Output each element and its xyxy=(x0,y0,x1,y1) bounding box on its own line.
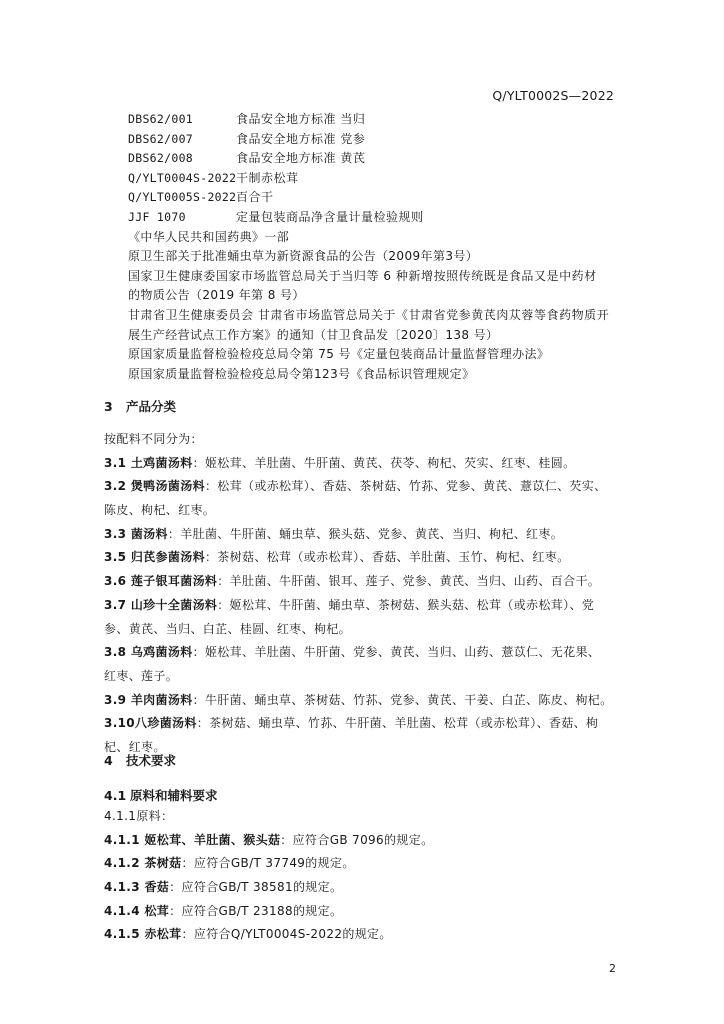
category-ingredients: ：姬松茸、羊肚菌、牛肝菌、黄芪、茯苓、枸杞、芡实、红枣、桂圆。 xyxy=(192,455,576,470)
category-ingredients: ：松茸（或赤松茸）、香菇、茶树菇、竹荪、党参、黄芪、薏苡仁、芡实、 xyxy=(204,479,607,494)
requirement-label: 4.1.1 姬松茸、羊肚菌、猴头菇 xyxy=(104,832,281,847)
subsection-title: 原料和辅料要求 xyxy=(130,788,218,803)
standard-title: 百合干 xyxy=(236,190,274,205)
requirement-text: ：应符合GB/T 37749的规定。 xyxy=(181,856,355,871)
category-item-continuation: 杞、红枣。 xyxy=(104,739,166,754)
requirement-item xyxy=(104,876,620,900)
category-label: 3.7 山珍十全菌汤料 xyxy=(104,597,218,612)
standard-code: DBS62/008 xyxy=(128,151,194,166)
section-3-heading xyxy=(104,397,176,415)
requirement-label: 4.1.2 茶树菇 xyxy=(104,856,182,871)
standard-title: 干制赤松茸 xyxy=(236,170,299,185)
requirement-item xyxy=(104,852,620,876)
category-ingredients: ：茶树菇、松茸（或赤松茸）、香菇、羊肚菌、玉竹、枸杞、红枣。 xyxy=(204,550,570,565)
page-number: 2 xyxy=(609,962,616,975)
reference-line: 《中华人民共和国药典》一部 xyxy=(128,229,290,244)
category-item xyxy=(104,570,620,594)
reference-line: 原国家质量监督检验检疫总局令第123号《食品标识管理规定》 xyxy=(128,366,475,381)
category-ingredients: ：牛肝菌、蛹虫草、茶树菇、竹荪、党参、黄芪、干姜、白芷、陈皮、枸杞。 xyxy=(192,692,613,707)
category-item-continuation: 红枣、莲子。 xyxy=(104,668,179,683)
category-item xyxy=(104,475,620,499)
section-number: 4 xyxy=(104,753,113,768)
reference-standard xyxy=(128,169,628,189)
reference-standard xyxy=(128,208,628,228)
category-ingredients: ：茶树菇、蛹虫草、竹荪、牛肝菌、羊肚菌、松茸（或赤松茸）、香菇、枸 xyxy=(196,716,599,731)
requirement-text: ：应符合GB/T 38581的规定。 xyxy=(169,880,343,895)
standard-code: DBS62/007 xyxy=(128,131,194,146)
category-label: 3.2 煲鸭汤菌汤料 xyxy=(104,479,205,494)
reference-standard xyxy=(128,188,628,208)
standard-code: JJF 1070 xyxy=(128,209,186,224)
reference-standard xyxy=(128,110,628,130)
category-item xyxy=(104,594,620,618)
section-intro: 按配料不同分为： xyxy=(104,432,203,446)
standard-code: Q/YLT0004S-2022 xyxy=(128,170,237,185)
reference-line: 原国家质量监督检验检疫总局令第 75 号《定量包装商品计量监督管理办法》 xyxy=(128,347,550,362)
category-ingredients: ：羊肚菌、牛肝菌、蛹虫草、猴头菇、党参、黄芪、当归、枸杞、红枣。 xyxy=(167,526,564,541)
requirement-label: 4.1.5 赤松茸 xyxy=(104,927,182,942)
reference-line: 甘肃省卫生健康委员会 甘肃省市场监管总局关于《甘肃省党参黄芪肉苁蓉等食药物质开 xyxy=(128,307,610,322)
raw-material-heading: 4.1.1原料： xyxy=(104,809,174,823)
category-label: 3.6 莲子银耳菌汤料 xyxy=(104,574,218,589)
reference-standard xyxy=(128,130,628,150)
category-label: 3.5 归芪参菌汤料 xyxy=(104,550,205,565)
category-ingredients: ：姬松茸、羊肚菌、牛肝菌、党参、黄芪、当归、山药、薏苡仁、无花果、 xyxy=(192,645,601,660)
standard-title: 食品安全地方标准 当归 xyxy=(236,112,366,126)
standard-title: 定量包装商品净含量计量检验规则 xyxy=(236,209,424,224)
category-label: 3.8 乌鸡菌汤料 xyxy=(104,645,193,660)
reference-line: 的物质公告（2019 年第 8 号） xyxy=(128,288,305,303)
category-label: 3.3 菌汤料 xyxy=(104,526,168,541)
standard-code: DBS62/001 xyxy=(128,112,194,126)
requirement-text: ：应符合GB 7096的规定。 xyxy=(280,832,434,847)
section-title: 产品分类 xyxy=(126,399,177,414)
subsection-4-1-heading xyxy=(104,786,218,804)
category-label: 3.1 土鸡菌汤料 xyxy=(104,455,193,470)
requirement-text: ：应符合Q/YLT0004S-2022的规定。 xyxy=(181,927,392,942)
header-doc-code: Q/YLT0002S—2022 xyxy=(492,88,614,103)
reference-line: 国家卫生健康委国家市场监管总局关于当归等 6 种新增按照传统既是食品又是中药材 xyxy=(128,268,597,283)
category-item xyxy=(104,523,620,547)
requirement-text: ：应符合GB/T 23188的规定。 xyxy=(169,903,343,918)
category-item xyxy=(104,689,620,713)
requirement-label: 4.1.3 香菇 xyxy=(104,880,170,895)
category-item xyxy=(104,452,620,476)
standard-title: 食品安全地方标准 党参 xyxy=(236,131,366,146)
category-item-continuation: 参、黄芪、当归、白芷、桂圆、红枣、枸杞。 xyxy=(104,621,352,636)
category-ingredients: ：姬松茸、牛肝菌、蛹虫草、茶树菇、猴头菇、松茸（或赤松茸）、党 xyxy=(217,597,595,612)
category-ingredients: ：羊肚菌、牛肝菌、银耳、莲子、党参、黄芪、当归、山药、百合干。 xyxy=(217,574,601,589)
requirement-item xyxy=(104,900,620,924)
category-label: 3.10八珍菌汤料 xyxy=(104,716,197,731)
category-item xyxy=(104,712,620,736)
requirement-label: 4.1.4 松茸 xyxy=(104,903,170,918)
reference-standard xyxy=(128,149,628,169)
subsection-number: 4.1 xyxy=(104,788,127,803)
reference-line: 原卫生部关于批准蛹虫草为新资源食品的公告（2009年第3号） xyxy=(128,249,479,264)
section-3-body xyxy=(104,428,620,760)
requirement-item xyxy=(104,829,620,853)
category-item-continuation: 陈皮、枸杞、红枣。 xyxy=(104,503,216,518)
category-item xyxy=(104,546,620,570)
section-4-body xyxy=(104,805,620,947)
normative-references xyxy=(128,110,628,384)
section-title: 技术要求 xyxy=(126,753,177,768)
section-number: 3 xyxy=(104,399,113,414)
section-4-heading xyxy=(104,751,176,769)
standard-title: 食品安全地方标准 黄芪 xyxy=(236,151,366,166)
requirement-item xyxy=(104,923,620,947)
category-label: 3.9 羊肉菌汤料 xyxy=(104,692,193,707)
category-item xyxy=(104,641,620,665)
standard-code: Q/YLT0005S-2022 xyxy=(128,190,237,205)
reference-line: 展生产经营试点工作方案》的通知（甘卫食品发〔2020〕138 号） xyxy=(128,327,499,342)
